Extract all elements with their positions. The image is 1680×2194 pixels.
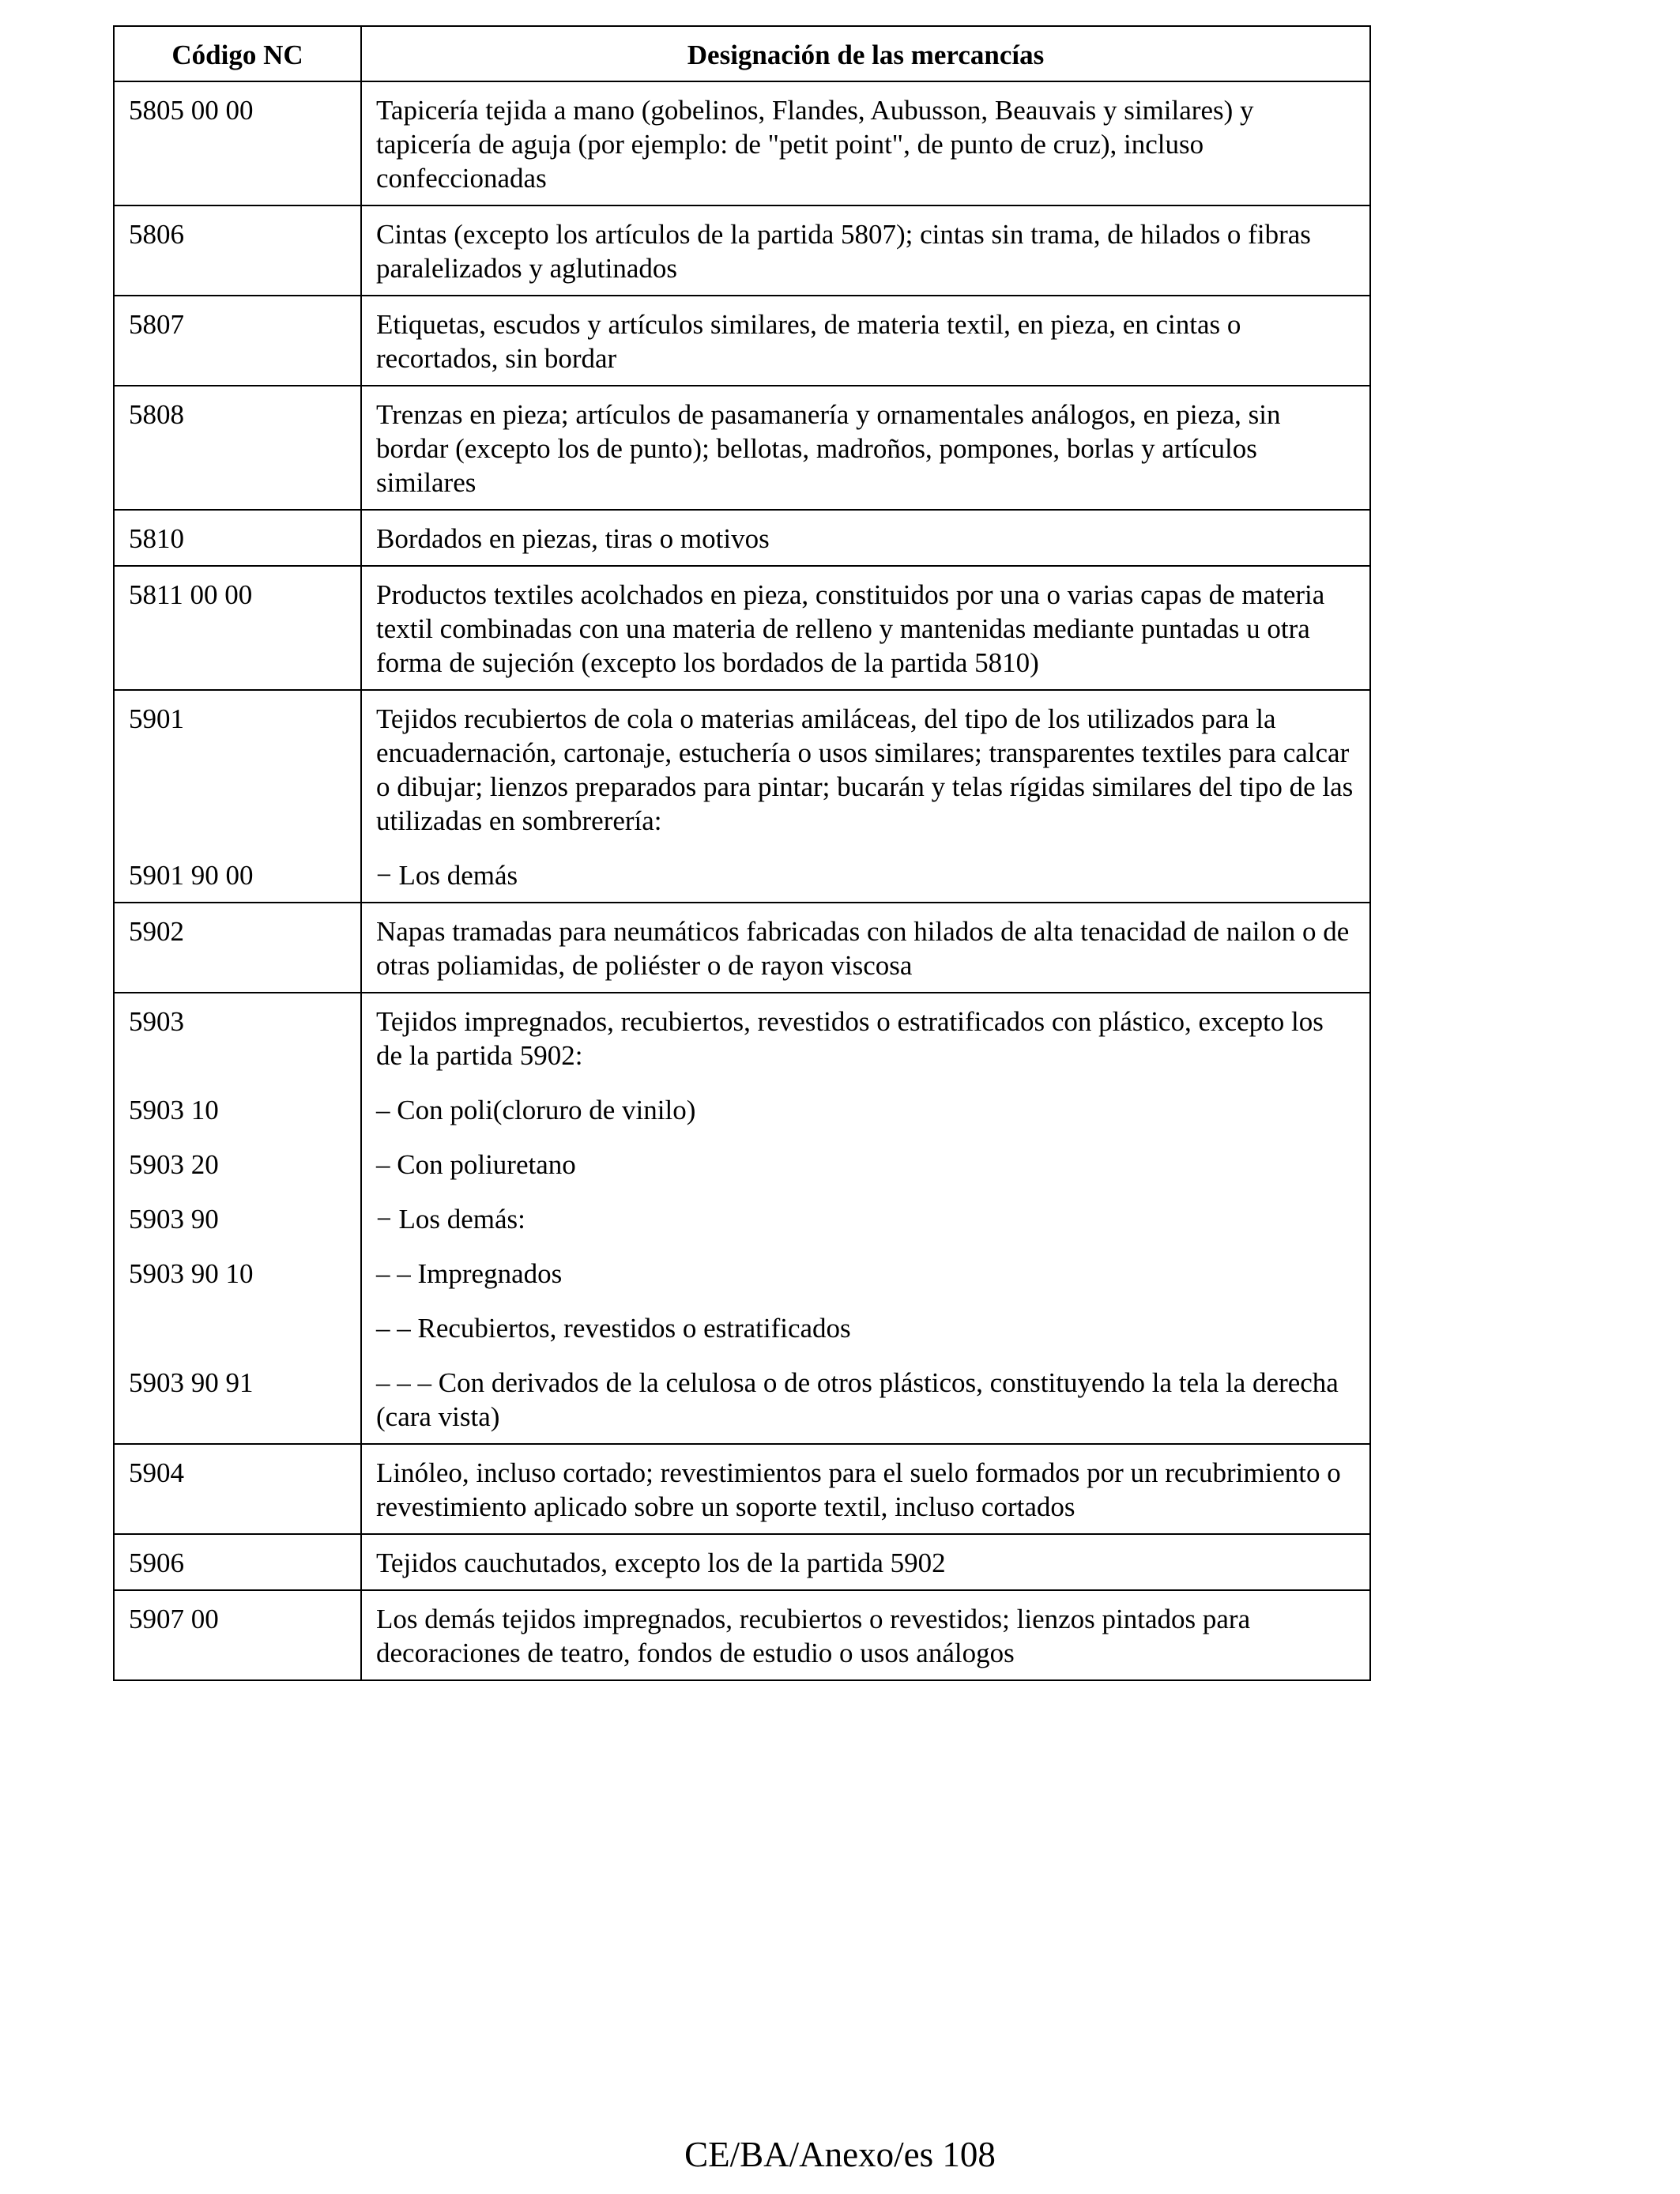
nc-code-cell bbox=[114, 993, 361, 1444]
table-row bbox=[114, 1444, 1370, 1534]
goods-description: Los demás tejidos impregnados, recubiertos o revestidos; lienzos pintados para decoraciones de teatro, fondos de estudio o usos análogos bbox=[376, 1604, 1251, 1668]
nc-code: 5904 bbox=[129, 1457, 184, 1488]
table-row bbox=[114, 510, 1370, 566]
goods-description: Tejidos recubiertos de cola o materias amiláceas, del tipo de los utilizados para la encuadernación, cartonaje, estuchería o usos similares; transparentes textiles para calcar o dibujar; lienzos preparados para pintar; bucarán y telas rígidas similares del tipo de las utilizadas en sombrerería: bbox=[376, 703, 1354, 836]
goods-description: Napas tramadas para neumáticos fabricadas con hilados de alta tenacidad de nailon o de otras poliamidas, de poliéster o de rayon viscosa bbox=[376, 916, 1350, 981]
description-cell bbox=[361, 205, 1370, 296]
description-cell bbox=[361, 510, 1370, 566]
nc-code: 5806 bbox=[129, 219, 184, 250]
header-nc-code: Código NC bbox=[114, 26, 361, 81]
table-header-row bbox=[114, 26, 1370, 81]
nc-code: 5901 90 00 bbox=[129, 860, 254, 891]
goods-description: – – Impregnados bbox=[376, 1258, 563, 1289]
nc-code: 5811 00 00 bbox=[129, 579, 253, 610]
description-cell bbox=[361, 690, 1370, 903]
goods-description: – Con poliuretano bbox=[376, 1149, 576, 1180]
nc-code: 5901 bbox=[129, 703, 184, 734]
description-cell bbox=[361, 903, 1370, 993]
goods-description: − Los demás bbox=[376, 860, 518, 891]
nc-code: 5907 00 bbox=[129, 1604, 219, 1634]
nc-code-cell bbox=[114, 205, 361, 296]
table-row bbox=[114, 1590, 1370, 1680]
goods-description: Etiquetas, escudos y artículos similares, de materia textil, en pieza, en cintas o recortados, sin bordar bbox=[376, 309, 1241, 374]
goods-description: – Con poli(cloruro de vinilo) bbox=[376, 1095, 696, 1125]
description-cell bbox=[361, 386, 1370, 510]
goods-description: Trenzas en pieza; artículos de pasamanería y ornamentales análogos, en pieza, sin bordar (excepto los de punto); bellotas, madroños, pompones, borlas y artículos similares bbox=[376, 399, 1281, 498]
goods-description: Tejidos impregnados, recubiertos, revestidos o estratificados con plástico, excepto los de la partida 5902: bbox=[376, 1006, 1324, 1071]
goods-description: Cintas (excepto los artículos de la partida 5807); cintas sin trama, de hilados o fibras paralelizados y aglutinados bbox=[376, 219, 1311, 284]
nc-code-cell bbox=[114, 510, 361, 566]
goods-description: – – – Con derivados de la celulosa o de otros plásticos, constituyendo la tela la derecha (cara vista) bbox=[376, 1367, 1339, 1432]
goods-description: Linóleo, incluso cortado; revestimientos para el suelo formados por un recubrimiento o revestimiento aplicado sobre un soporte textil, incluso cortados bbox=[376, 1457, 1341, 1522]
nc-code-cell bbox=[114, 1444, 361, 1534]
table-row bbox=[114, 566, 1370, 690]
nc-code: 5906 bbox=[129, 1547, 184, 1578]
nc-code-cell bbox=[114, 81, 361, 205]
goods-description: – – Recubiertos, revestidos o estratificados bbox=[376, 1313, 851, 1344]
description-cell bbox=[361, 81, 1370, 205]
description-cell bbox=[361, 1444, 1370, 1534]
table-row bbox=[114, 81, 1370, 205]
nc-code: 5903 10 bbox=[129, 1095, 219, 1125]
table-row bbox=[114, 205, 1370, 296]
nc-code: 5903 90 10 bbox=[129, 1258, 254, 1289]
nc-code-cell bbox=[114, 566, 361, 690]
nc-code: 5808 bbox=[129, 399, 184, 430]
nc-code-cell bbox=[114, 690, 361, 903]
goods-description: Bordados en piezas, tiras o motivos bbox=[376, 523, 770, 554]
nc-code: 5810 bbox=[129, 523, 184, 554]
table-row bbox=[114, 296, 1370, 386]
table-row bbox=[114, 690, 1370, 903]
description-cell bbox=[361, 296, 1370, 386]
table-row bbox=[114, 1534, 1370, 1590]
page-footer: CE/BA/Anexo/es 108 bbox=[684, 2135, 996, 2174]
nc-code: 5805 00 00 bbox=[129, 95, 254, 126]
nc-code: 5807 bbox=[129, 309, 184, 340]
table-row bbox=[114, 386, 1370, 510]
nc-code-cell bbox=[114, 386, 361, 510]
goods-description: − Los demás: bbox=[376, 1204, 525, 1235]
nc-code bbox=[129, 1311, 346, 1345]
nc-code: 5903 90 91 bbox=[129, 1367, 254, 1398]
nc-code: 5902 bbox=[129, 916, 184, 947]
tariff-table bbox=[113, 25, 1371, 1681]
nc-code-cell bbox=[114, 1534, 361, 1590]
nc-code: 5903 bbox=[129, 1006, 184, 1037]
nc-code-cell bbox=[114, 296, 361, 386]
goods-description: Tejidos cauchutados, excepto los de la partida 5902 bbox=[376, 1547, 946, 1578]
goods-description: Productos textiles acolchados en pieza, constituidos por una o varias capas de materia textil combinadas con una materia de relleno y mantenidas mediante puntadas u otra forma de sujeción (excepto los bordados de la partida 5810) bbox=[376, 579, 1325, 678]
header-goods-description: Designación de las mercancías bbox=[361, 26, 1370, 81]
nc-code: 5903 90 bbox=[129, 1204, 219, 1235]
table-body bbox=[114, 81, 1370, 1680]
nc-code: 5903 20 bbox=[129, 1149, 219, 1180]
description-cell bbox=[361, 1590, 1370, 1680]
nc-code-cell bbox=[114, 1590, 361, 1680]
table-row bbox=[114, 993, 1370, 1444]
description-cell bbox=[361, 566, 1370, 690]
description-cell bbox=[361, 993, 1370, 1444]
goods-description: Tapicería tejida a mano (gobelinos, Flandes, Aubusson, Beauvais y similares) y tapicería de aguja (por ejemplo: de "petit point", de punto de cruz), incluso confeccionadas bbox=[376, 95, 1254, 194]
description-cell bbox=[361, 1534, 1370, 1590]
nc-code-cell bbox=[114, 903, 361, 993]
table-row bbox=[114, 903, 1370, 993]
tariff-table-container bbox=[113, 25, 1369, 1681]
